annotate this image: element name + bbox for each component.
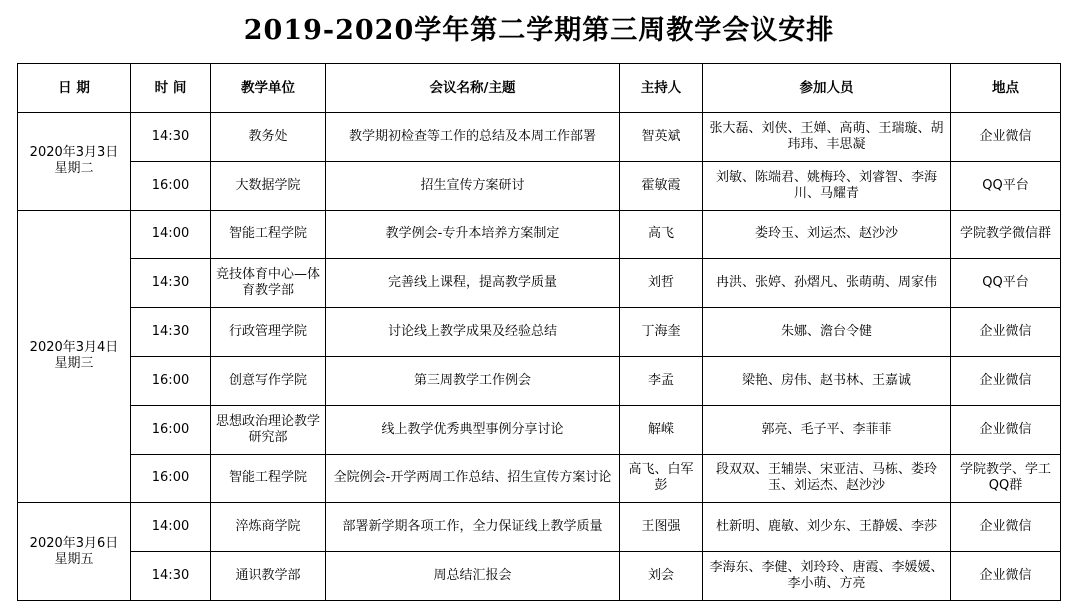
unit-cell: 大数据学院 [211,161,326,210]
unit-cell: 创意写作学院 [211,356,326,405]
topic-cell: 完善线上课程，提高教学质量 [326,259,620,308]
host-cell: 霍敏霞 [620,161,703,210]
participants-cell: 梁艳、房伟、赵书林、王嘉诚 [703,356,951,405]
topic-cell: 全院例会-开学两周工作总结、招生宣传方案讨论 [326,454,620,503]
topic-cell: 第三周教学工作例会 [326,356,620,405]
participants-cell: 张大磊、刘侠、王婵、高萌、王瑞璇、胡玮玮、丰思凝 [703,113,951,162]
page-title: 2019-2020学年第二学期第三周教学会议安排 [243,15,835,46]
time-cell: 14:30 [131,259,211,308]
time-cell: 16:00 [131,405,211,454]
time-cell: 14:30 [131,113,211,162]
unit-cell: 思想政治理论教学研究部 [211,405,326,454]
host-cell: 刘会 [620,552,703,601]
time-cell: 16:00 [131,454,211,503]
unit-cell: 竞技体育中心—体育教学部 [211,259,326,308]
host-cell: 刘哲 [620,259,703,308]
header-topic: 会议名称/主题 [326,64,620,113]
time-cell: 14:30 [131,552,211,601]
host-cell: 解嵘 [620,405,703,454]
participants-cell: 郭亮、毛子平、李菲菲 [703,405,951,454]
topic-cell: 线上教学优秀典型事例分享讨论 [326,405,620,454]
unit-cell: 行政管理学院 [211,308,326,357]
unit-cell: 通识教学部 [211,552,326,601]
header-date: 日 期 [18,64,131,113]
table-row [18,161,1061,210]
topic-cell: 教学例会-专升本培养方案制定 [326,210,620,259]
participants-cell: 娄玲玉、刘运杰、赵沙沙 [703,210,951,259]
participants-cell: 朱娜、澹台令健 [703,308,951,357]
location-cell: QQ平台 [951,161,1061,210]
meeting-schedule-table [17,63,1061,601]
unit-cell: 智能工程学院 [211,454,326,503]
weekday-text: 星期三 [54,356,94,372]
time-cell: 16:00 [131,161,211,210]
host-cell: 智英斌 [620,113,703,162]
location-cell: 企业微信 [951,356,1061,405]
location-cell: 企业微信 [951,503,1061,552]
date-cell [18,113,131,211]
weekday-text: 星期五 [54,551,94,567]
date-text: 2020年3月3日 [29,145,119,161]
table-row [18,259,1061,308]
host-cell: 高飞、白军彭 [620,454,703,503]
location-cell: 学院教学、学工QQ群 [951,454,1061,503]
table-row [18,210,1061,259]
participants-cell: 段双双、王辅崇、宋亚洁、马栋、娄玲玉、刘运杰、赵沙沙 [703,454,951,503]
topic-cell: 部署新学期各项工作，全力保证线上教学质量 [326,503,620,552]
header-unit: 教学单位 [211,64,326,113]
table-row [18,308,1061,357]
location-cell: 企业微信 [951,308,1061,357]
time-cell: 16:00 [131,356,211,405]
topic-cell: 周总结汇报会 [326,552,620,601]
participants-cell: 李海东、李健、刘玲玲、唐霞、李媛媛、李小萌、方亮 [703,552,951,601]
header-location: 地点 [951,64,1061,113]
header-time: 时 间 [131,64,211,113]
topic-cell: 招生宣传方案研讨 [326,161,620,210]
table-row [18,405,1061,454]
unit-cell: 淬炼商学院 [211,503,326,552]
date-cell [18,210,131,503]
date-text: 2020年3月4日 [29,340,119,356]
location-cell: 企业微信 [951,552,1061,601]
location-cell: QQ平台 [951,259,1061,308]
date-text: 2020年3月6日 [29,535,119,551]
participants-cell: 冉洪、张婷、孙熠凡、张萌萌、周家伟 [703,259,951,308]
header-participants: 参加人员 [703,64,951,113]
weekday-text: 星期二 [54,161,94,177]
unit-cell: 智能工程学院 [211,210,326,259]
date-cell [18,503,131,601]
host-cell: 高飞 [620,210,703,259]
table-row [18,503,1061,552]
table-row [18,113,1061,162]
header-host: 主持人 [620,64,703,113]
table-row [18,552,1061,601]
location-cell: 学院教学微信群 [951,210,1061,259]
participants-cell: 刘敏、陈端君、姚梅玲、刘睿智、李海川、马耀青 [703,161,951,210]
time-cell: 14:30 [131,308,211,357]
time-cell: 14:00 [131,503,211,552]
table-row [18,356,1061,405]
time-cell: 14:00 [131,210,211,259]
location-cell: 企业微信 [951,113,1061,162]
table-row [18,454,1061,503]
host-cell: 丁海奎 [620,308,703,357]
host-cell: 王图强 [620,503,703,552]
topic-cell: 教学期初检查等工作的总结及本周工作部署 [326,113,620,162]
topic-cell: 讨论线上教学成果及经验总结 [326,308,620,357]
location-cell: 企业微信 [951,405,1061,454]
unit-cell: 教务处 [211,113,326,162]
host-cell: 李孟 [620,356,703,405]
participants-cell: 杜新明、鹿敏、刘少东、王静媛、李莎 [703,503,951,552]
header-row [18,64,1061,113]
